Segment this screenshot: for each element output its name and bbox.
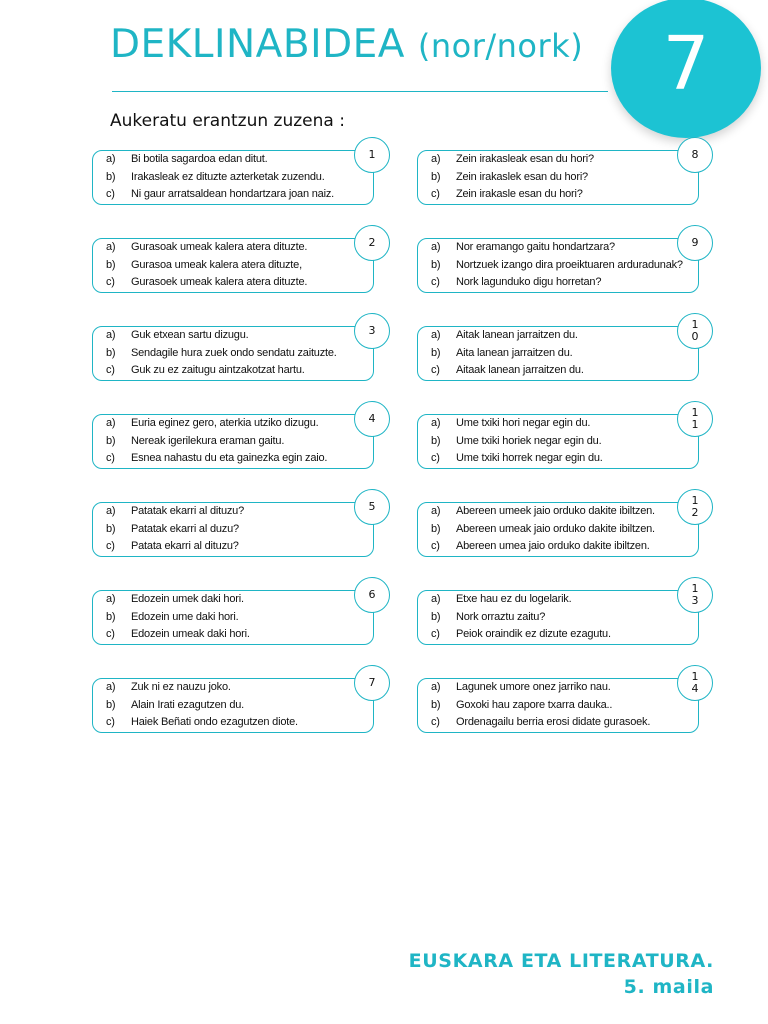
option-letter: c): [106, 716, 115, 728]
question-box: [92, 590, 374, 645]
unit-number: 7: [662, 21, 710, 107]
question-number: 12: [677, 489, 713, 525]
question-box: [417, 678, 699, 733]
option-text: Ni gaur arratsaldean hondartzara joan naiz.: [131, 188, 334, 200]
option-text: Aitak lanean jarraitzen du.: [456, 329, 578, 341]
option-letter: b): [431, 171, 441, 183]
option-letter: c): [431, 188, 440, 200]
option-text: Sendagile hura zuek ondo sendatu zaituzte.: [131, 347, 337, 359]
option-letter: b): [106, 523, 116, 535]
answer-option[interactable]: [431, 628, 611, 641]
question-number: 7: [354, 665, 390, 701]
answer-option[interactable]: [431, 188, 583, 201]
question-box: [92, 502, 374, 557]
option-letter: c): [106, 628, 115, 640]
question-number: 4: [354, 401, 390, 437]
option-text: Nork lagunduko digu horretan?: [456, 276, 602, 288]
answer-option[interactable]: [106, 523, 239, 536]
option-letter: b): [431, 347, 441, 359]
answer-option[interactable]: [431, 329, 578, 342]
answer-option[interactable]: [431, 452, 603, 465]
option-text: Edozein umek daki hori.: [131, 593, 244, 605]
question-number: 5: [354, 489, 390, 525]
answer-option[interactable]: [106, 171, 325, 184]
option-letter: a): [106, 681, 116, 693]
option-letter: b): [106, 699, 116, 711]
answer-option[interactable]: [106, 364, 305, 377]
answer-option[interactable]: [106, 681, 231, 694]
answer-option[interactable]: [106, 276, 307, 289]
option-letter: a): [431, 241, 441, 253]
question-box: [92, 678, 374, 733]
option-text: Nork orraztu zaitu?: [456, 611, 546, 623]
instruction-text: Aukeratu erantzun zuzena :: [110, 111, 345, 131]
option-text: Zein irakasleak esan du hori?: [456, 153, 594, 165]
question-number: 2: [354, 225, 390, 261]
question-box: [92, 150, 374, 205]
answer-option[interactable]: [106, 435, 284, 448]
title-main: DEKLINABIDEA: [110, 22, 405, 67]
answer-option[interactable]: [106, 611, 239, 624]
option-text: Abereen umeek jaio orduko dakite ibiltzen.: [456, 505, 655, 517]
option-letter: a): [431, 329, 441, 341]
option-letter: c): [106, 364, 115, 376]
option-text: Lagunek umore onez jarriko nau.: [456, 681, 611, 693]
option-text: Peiok oraindik ez dizute ezagutu.: [456, 628, 611, 640]
option-text: Bi botila sagardoa edan ditut.: [131, 153, 268, 165]
option-letter: b): [106, 171, 116, 183]
option-letter: a): [106, 593, 116, 605]
answer-option[interactable]: [106, 716, 298, 729]
option-text: Ordenagailu berria erosi didate gurasoek.: [456, 716, 651, 728]
option-letter: c): [431, 452, 440, 464]
answer-option[interactable]: [431, 276, 601, 289]
title-underline: [112, 91, 608, 92]
question-box: [417, 326, 699, 381]
question-box: [92, 238, 374, 293]
option-text: Haiek Beñati ondo ezagutzen diote.: [131, 716, 298, 728]
option-letter: c): [431, 540, 440, 552]
answer-option[interactable]: [431, 171, 588, 184]
answer-option[interactable]: [106, 593, 244, 606]
option-text: Irakasleak ez dituzte azterketak zuzendu.: [131, 171, 325, 183]
option-text: Alain Irati ezagutzen du.: [131, 699, 245, 711]
question-number: 11: [677, 401, 713, 437]
option-text: Gurasoek umeak kalera atera dituzte.: [131, 276, 308, 288]
page-title: [110, 22, 583, 67]
answer-option[interactable]: [431, 593, 571, 606]
option-letter: b): [431, 259, 441, 271]
question-box: [417, 590, 699, 645]
option-letter: c): [431, 276, 440, 288]
option-letter: b): [431, 523, 441, 535]
question-box: [92, 326, 374, 381]
option-text: Guk zu ez zaitugu aintzakotzat hartu.: [131, 364, 305, 376]
answer-option[interactable]: [431, 364, 584, 377]
question-box: [417, 414, 699, 469]
footer-subject: EUSKARA ETA LITERATURA.: [408, 950, 714, 972]
question-box: [417, 238, 699, 293]
option-letter: c): [431, 716, 440, 728]
question-box: [417, 150, 699, 205]
option-text: Zein irakasle esan du hori?: [456, 188, 583, 200]
answer-option[interactable]: [106, 241, 307, 254]
answer-option[interactable]: [431, 523, 655, 536]
answer-option[interactable]: [106, 699, 244, 712]
question-number: 3: [354, 313, 390, 349]
question-number: 1: [354, 137, 390, 173]
option-letter: b): [106, 347, 116, 359]
option-text: Patata ekarri al dituzu?: [131, 540, 239, 552]
answer-option[interactable]: [106, 452, 327, 465]
option-letter: b): [106, 611, 116, 623]
option-text: Etxe hau ez du logelarik.: [456, 593, 572, 605]
option-letter: b): [431, 435, 441, 447]
answer-option[interactable]: [431, 417, 590, 430]
option-text: Edozein ume daki hori.: [131, 611, 239, 623]
option-letter: a): [106, 417, 116, 429]
option-letter: a): [431, 153, 441, 165]
title-sub: (nor/nork): [417, 27, 584, 65]
answer-option[interactable]: [106, 347, 337, 360]
option-text: Abereen umeak jaio orduko dakite ibiltzen.: [456, 523, 655, 535]
answer-option[interactable]: [106, 259, 302, 272]
answer-option[interactable]: [431, 153, 594, 166]
option-letter: a): [431, 593, 441, 605]
answer-option[interactable]: [431, 699, 612, 712]
option-letter: b): [431, 611, 441, 623]
option-text: Goxoki hau zapore txarra dauka..: [456, 699, 613, 711]
option-letter: c): [106, 188, 115, 200]
option-letter: c): [106, 452, 115, 464]
option-letter: a): [431, 417, 441, 429]
answer-option[interactable]: [431, 505, 655, 518]
option-text: Ume txiki hori negar egin du.: [456, 417, 591, 429]
answer-option[interactable]: [431, 716, 650, 729]
option-text: Gurasoa umeak kalera atera dituzte,: [131, 259, 302, 271]
option-text: Patatak ekarri al dituzu?: [131, 505, 245, 517]
answer-option[interactable]: [106, 153, 268, 166]
option-text: Zuk ni ez nauzu joko.: [131, 681, 231, 693]
question-number: 9: [677, 225, 713, 261]
option-text: Euria eginez gero, aterkia utziko dizugu.: [131, 417, 319, 429]
answer-option[interactable]: [106, 628, 250, 641]
option-letter: a): [106, 329, 116, 341]
answer-option[interactable]: [431, 540, 650, 553]
option-text: Nereak igerilekura eraman gaitu.: [131, 435, 285, 447]
option-letter: c): [106, 276, 115, 288]
answer-option[interactable]: [431, 435, 601, 448]
option-text: Edozein umeak daki hori.: [131, 628, 250, 640]
option-letter: a): [106, 153, 116, 165]
option-text: Aitaak lanean jarraitzen du.: [456, 364, 584, 376]
question-box: [417, 502, 699, 557]
option-text: Nortzuek izango dira proeiktuaren arduradunak?: [456, 259, 683, 271]
question-number: 10: [677, 313, 713, 349]
question-number: 8: [677, 137, 713, 173]
footer-grade: 5. maila: [623, 976, 714, 998]
option-text: Ume txiki horiek negar egin du.: [456, 435, 602, 447]
answer-option[interactable]: [106, 505, 244, 518]
answer-option[interactable]: [431, 259, 683, 272]
question-box: [92, 414, 374, 469]
answer-option[interactable]: [106, 329, 249, 342]
option-text: Esnea nahastu du eta gainezka egin zaio.: [131, 452, 328, 464]
answer-option[interactable]: [431, 347, 573, 360]
option-text: Patatak ekarri al duzu?: [131, 523, 239, 535]
option-text: Zein irakaslek esan du hori?: [456, 171, 588, 183]
option-text: Abereen umea jaio orduko dakite ibiltzen.: [456, 540, 650, 552]
answer-option[interactable]: [106, 417, 318, 430]
question-number: 14: [677, 665, 713, 701]
option-letter: a): [106, 505, 116, 517]
option-text: Aita lanean jarraitzen du.: [456, 347, 573, 359]
answer-option[interactable]: [431, 681, 611, 694]
option-letter: a): [106, 241, 116, 253]
option-letter: c): [431, 364, 440, 376]
unit-number-badge: [611, 0, 761, 138]
answer-option[interactable]: [431, 611, 545, 624]
option-letter: b): [106, 259, 116, 271]
answer-option[interactable]: [106, 188, 334, 201]
option-letter: b): [106, 435, 116, 447]
option-letter: a): [431, 505, 441, 517]
answer-option[interactable]: [106, 540, 239, 553]
answer-option[interactable]: [431, 241, 615, 254]
option-letter: b): [431, 699, 441, 711]
option-text: Guk etxean sartu dizugu.: [131, 329, 249, 341]
option-text: Ume txiki horrek negar egin du.: [456, 452, 603, 464]
option-text: Nor eramango gaitu hondartzara?: [456, 241, 615, 253]
question-number: 13: [677, 577, 713, 613]
option-text: Gurasoak umeak kalera atera dituzte.: [131, 241, 308, 253]
option-letter: c): [431, 628, 440, 640]
option-letter: a): [431, 681, 441, 693]
question-number: 6: [354, 577, 390, 613]
option-letter: c): [106, 540, 115, 552]
